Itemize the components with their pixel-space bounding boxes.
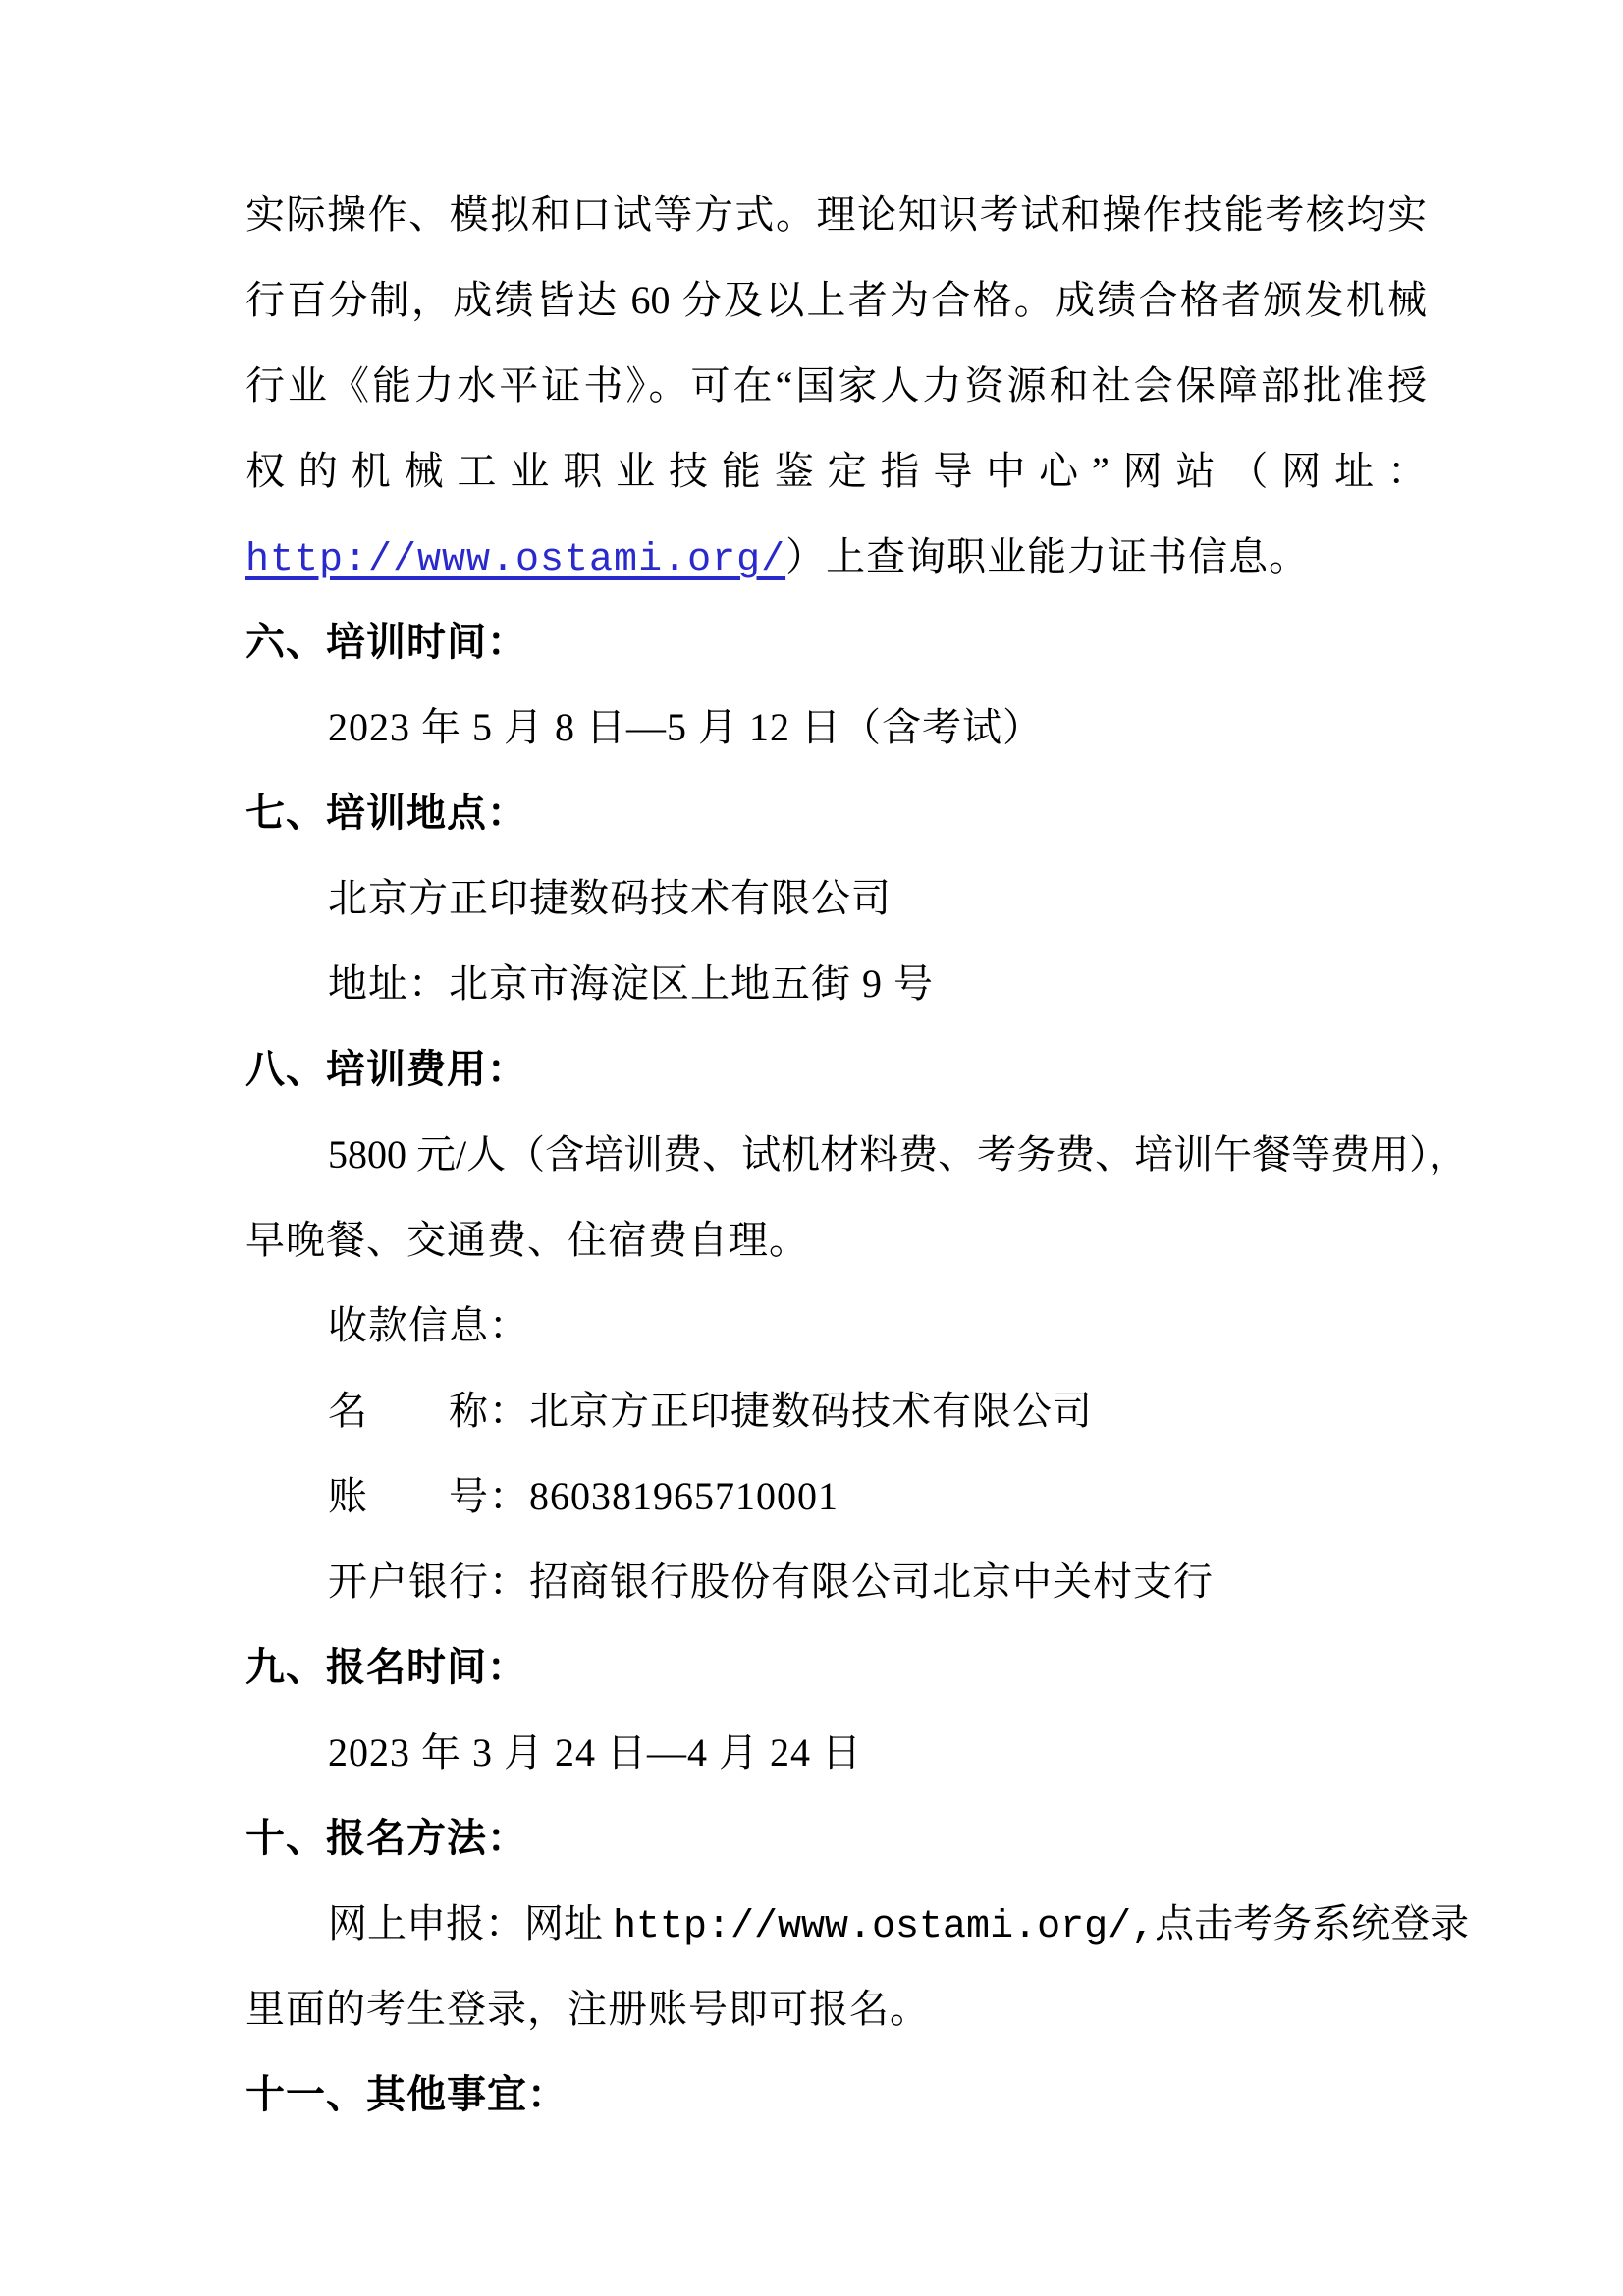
training-location-company: 北京方正印捷数码技术有限公司 [328, 876, 892, 920]
training-fee-line-2: 早晚餐、交通费、住宿费自理。 [245, 1218, 809, 1262]
payment-account-name: 名 称：北京方正印捷数码技术有限公司 [328, 1389, 1093, 1433]
payment-bank: 开户银行：招商银行股份有限公司北京中关村支行 [328, 1559, 1214, 1604]
registration-method-prefix: 网上申报：网址 [328, 1901, 613, 1945]
document-content [245, 172, 1470, 2137]
training-time-value: 2023 年 5 月 8 日—5 月 12 日（含考试） [328, 705, 1043, 749]
ostami-hyperlink[interactable]: http://www.ostami.org/ [245, 538, 786, 582]
heading-training-time: 六、培训时间： [245, 620, 527, 664]
registration-method-line-2: 里面的考生登录，注册账号即可报名。 [245, 1987, 930, 2031]
para-certificate-info-line-1: 实际操作、模拟和口试等方式。理论知识考试和操作技能考核均实 [245, 192, 1427, 237]
registration-method-line-1 [245, 1881, 1470, 1966]
para-certificate-info-line-4: 权的机械工业职业技能鉴定指导中心”网站（网址： [245, 449, 1427, 493]
registration-time-value: 2023 年 3 月 24 日—4 月 24 日 [328, 1730, 862, 1775]
heading-training-location: 七、培训地点： [245, 791, 527, 835]
heading-training-fee: 八、培训费用： [245, 1047, 527, 1091]
payment-account-number: 账 号：860381965710001 [328, 1474, 839, 1518]
heading-other-matters: 十一、其他事宜： [245, 2072, 568, 2116]
heading-registration-time: 九、报名时间： [245, 1645, 527, 1689]
para-certificate-info-line-3: 行业《能力水平证书》。可在“国家人力资源和社会保障部批准授 [245, 363, 1427, 408]
heading-registration-method: 十、报名方法： [245, 1816, 527, 1860]
payment-info-label: 收款信息： [328, 1303, 529, 1347]
certificate-query-text: ）上查询职业能力证书信息。 [785, 534, 1310, 578]
training-location-address: 地址：北京市海淀区上地五街 9 号 [328, 961, 934, 1006]
para-certificate-info-line-2: 行百分制，成绩皆达 60 分及以上者为合格。成绩合格者颁发机械 [245, 278, 1427, 322]
registration-method-suffix: 点击考务系统登录 [1155, 1901, 1470, 1945]
registration-url-text: http://www.ostami.org/, [613, 1905, 1156, 1949]
training-fee-line-1: 5800 元/人（含培训费、试机材料费、考务费、培训午餐等费用）， [328, 1132, 1469, 1176]
para-certificate-info-line-5 [245, 514, 1427, 599]
